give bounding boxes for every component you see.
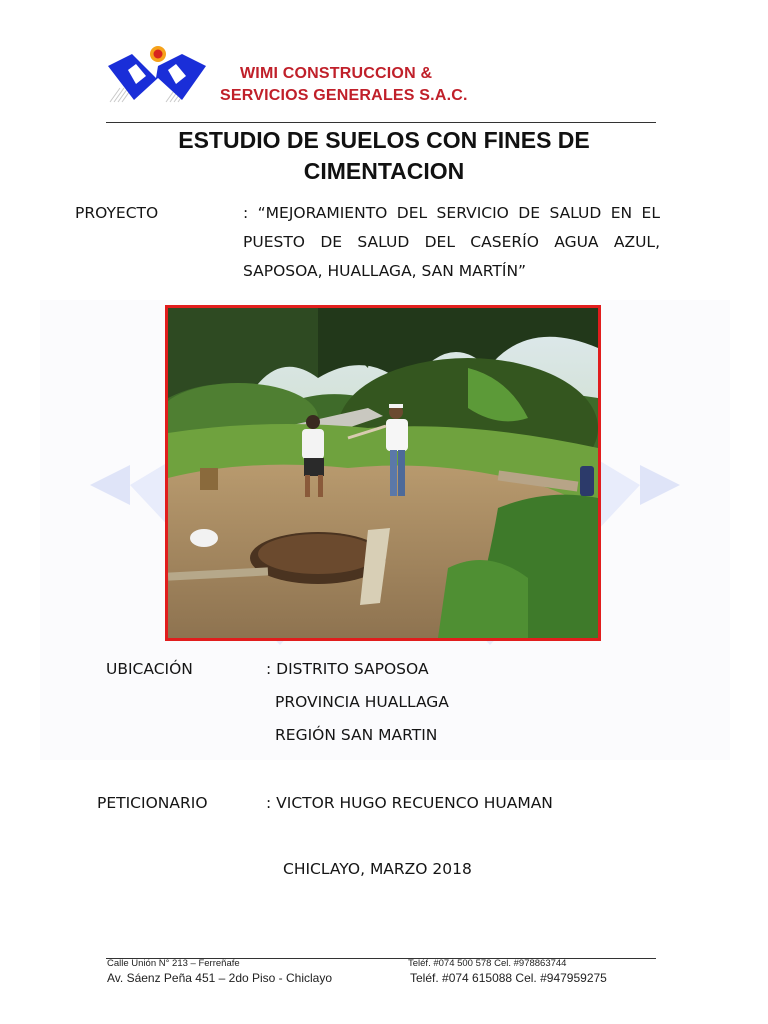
peticionario-value: : VICTOR HUGO RECUENCO HUAMAN bbox=[266, 794, 553, 812]
proyecto-label: PROYECTO bbox=[75, 204, 159, 222]
footer-phone-2: Teléf. #074 615088 Cel. #947959275 bbox=[410, 971, 607, 985]
footer-address-2: Av. Sáenz Peña 451 – 2do Piso - Chiclayo bbox=[107, 971, 333, 985]
wimi-logo-icon bbox=[106, 44, 210, 104]
footer-address-1: Calle Unión N° 213 – Ferreñafe bbox=[107, 958, 240, 969]
footer-phone-1: Teléf. #074 500 578 Cel. #978863744 bbox=[408, 958, 567, 969]
proyecto-line1: : “MEJORAMIENTO DEL SERVICIO DE SALUD EN EL bbox=[243, 204, 660, 222]
document-title-line1: ESTUDIO DE SUELOS CON FINES DE bbox=[178, 127, 590, 153]
ubicacion-line3: REGIÓN SAN MARTIN bbox=[275, 726, 438, 744]
site-photo bbox=[165, 305, 601, 641]
company-name-line1: WIMI CONSTRUCCION & bbox=[240, 65, 433, 82]
header-divider bbox=[106, 122, 656, 123]
document-title-line2: CIMENTACION bbox=[303, 158, 465, 184]
ubicacion-line1: : DISTRITO SAPOSOA bbox=[266, 660, 429, 678]
ubicacion-line2: PROVINCIA HUALLAGA bbox=[275, 693, 449, 711]
ubicacion-label: UBICACIÓN bbox=[106, 660, 193, 678]
proyecto-line3: SAPOSOA, HUALLAGA, SAN MARTÍN” bbox=[243, 262, 527, 280]
peticionario-label: PETICIONARIO bbox=[97, 794, 208, 812]
company-name-line2: SERVICIOS GENERALES S.A.C. bbox=[220, 87, 468, 104]
proyecto-line2: PUESTO DE SALUD DEL CASERÍO AGUA AZUL, bbox=[243, 233, 660, 251]
place-date: CHICLAYO, MARZO 2018 bbox=[283, 860, 472, 878]
